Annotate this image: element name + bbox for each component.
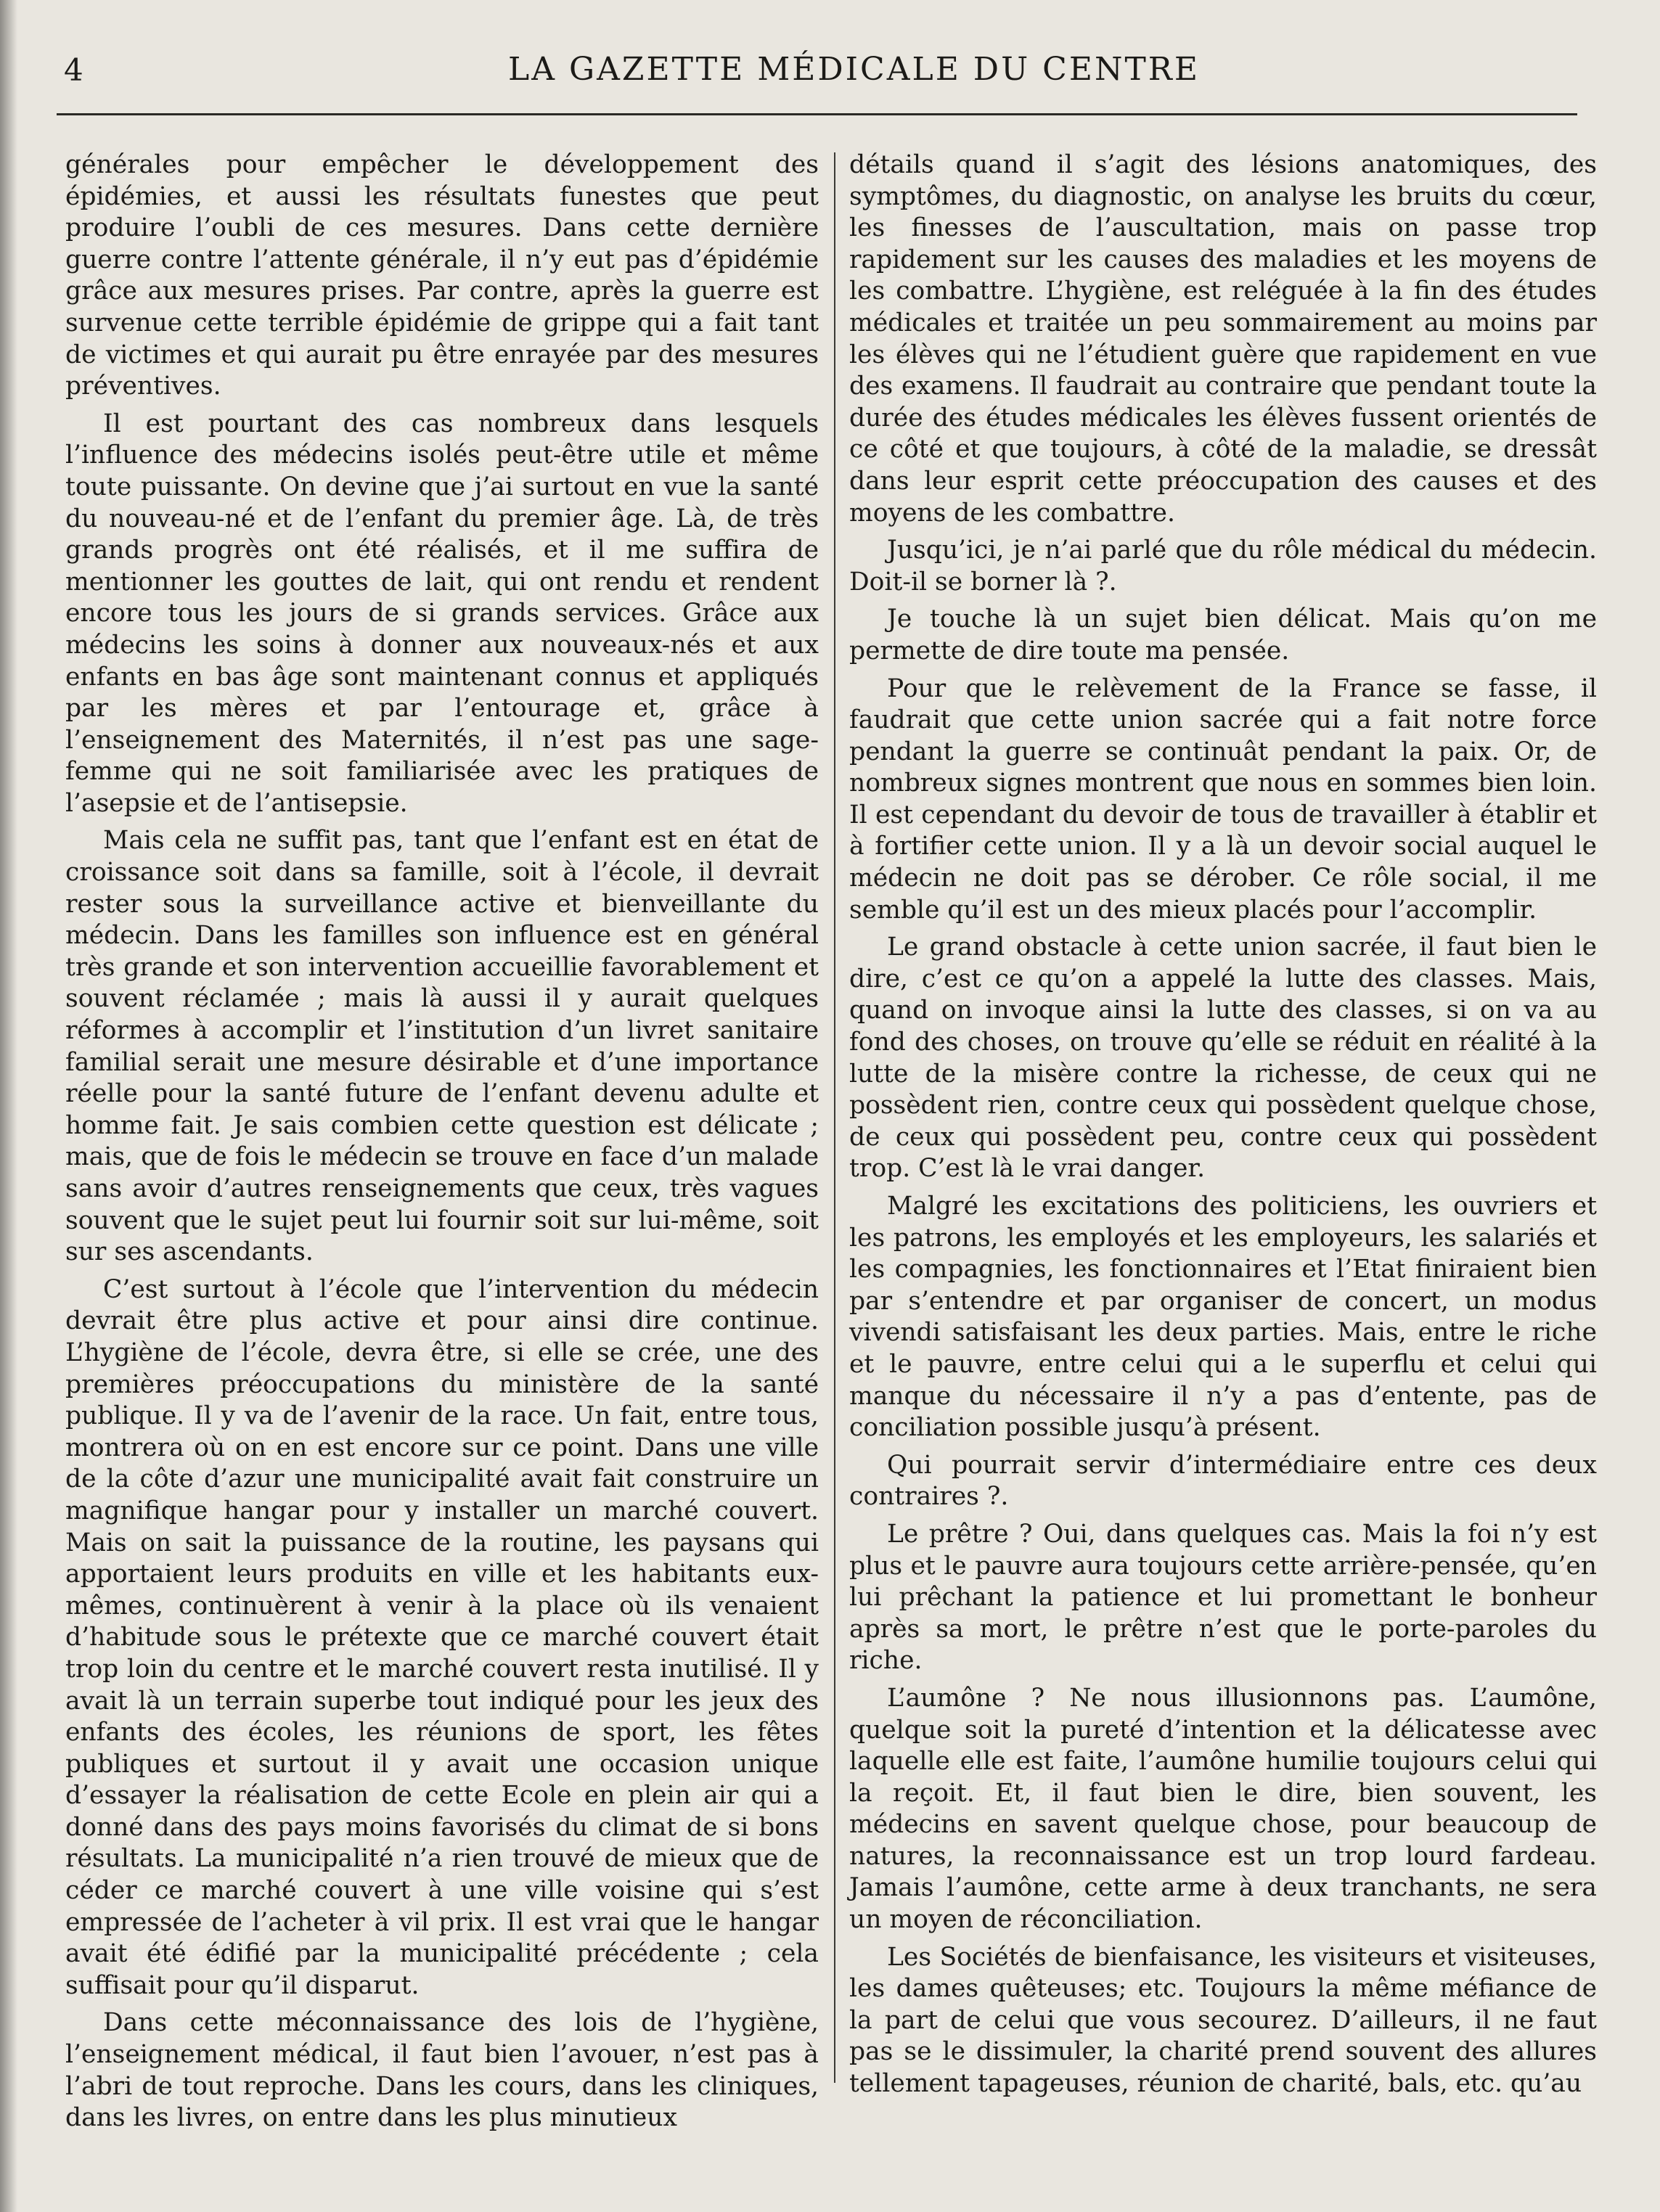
paragraph: Mais cela ne suffit pas, tant que l’enfant est en état de croissance soit dans sa famille, soit à l’école, il devrait rester sous la surveillance active et bienveillante du médecin. Dans les familles son influence est en général très grande et son intervention accueillie favorablement et souvent réclamée ; mais là aussi il y aurait quelques réformes à accomplir et l’institution d’un livret sanitaire familial serait une mesure désirable et d’une importance réelle pour la santé future de l’enfant devenu adulte et homme fait. Je sais combien cette question est délicate ; mais, que de fois le médecin se trouve en face d’un malade sans avoir d’autres renseignements que ceux, très vagues souvent que le sujet peut lui fournir soit sur lui-même, soit sur ses ascendants.: [65, 826, 819, 1267]
header-rule: [57, 113, 1577, 115]
paragraph: Le grand obstacle à cette union sacrée, il faut bien le dire, c’est ce qu’on a appelé la lutte des classes. Mais, quand on invoque ainsi la lutte des classes, si on va au fond des choses, on trouve qu’elle se réduit en réalité à la lutte de la misère contre la richesse, de ceux qui ne possèdent rien, contre ceux qui possèdent quelque chose, de ceux qui possèdent peu, contre ceux qui possèdent trop. C’est là le vrai danger.: [849, 933, 1597, 1184]
paragraph: Il est pourtant des cas nombreux dans lesquels l’influence des médecins isolés peut-être utile et même toute puissante. On devine que j’ai surtout en vue la santé du nouveau-né et de l’enfant du premier âge. Là, de très grands progrès ont été réalisés, et il me suffira de mentionner les gouttes de lait, qui ont rendu et rendent encore tous les jours de si grands services. Grâce aux médecins les soins à donner aux nouveaux-nés et aux enfants en bas âge sont maintenant connus et appliqués par les mères et par l’entourage et, grâce à l’enseignement des Maternités, il n’est pas une sage-femme qui ne soit familiarisée avec les pratiques de l’asepsie et de l’antisepsie.: [65, 409, 819, 818]
journal-title: LA GAZETTE MÉDICALE DU CENTRE: [508, 51, 1201, 88]
left-column: [65, 149, 819, 2140]
paragraph: Dans cette méconnaissance des lois de l’hygiène, l’enseignement médical, il faut bien l’avouer, n’est pas à l’abri de tout reproche. Dans les cours, dans les cliniques, dans les livres, on entre dans les plus minutieux: [65, 2008, 819, 2133]
page-number: 4: [64, 52, 84, 88]
paragraph: L’aumône ? Ne nous illusionnons pas. L’aumône, quelque soit la pureté d’intention et la délicatesse avec laquelle elle est faite, l’aumône humilie toujours celui qui la reçoit. Et, il faut bien le dire, bien souvent, les médecins en savent quelque chose, pour beaucoup de natures, la reconnaissance est un trop lourd fardeau. Jamais l’aumône, cette arme à deux tranchants, ne sera un moyen de réconciliation.: [849, 1683, 1597, 1935]
paragraph: détails quand il s’agit des lésions anatomiques, des symptômes, du diagnostic, on analyse les bruits du cœur, les finesses de l’auscultation, mais on passe trop rapidement sur les causes des maladies et les moyens de les combattre. L’hygiène, est reléguée à la fin des études médicales et traitée un peu sommairement au moins par les élèves qui ne l’étudient guère que rapidement en vue des examens. Il faudrait au contraire que pendant toute la durée des études médicales les élèves fussent orientés de ce côté et que toujours, à côté de la maladie, se dressât dans leur esprit cette préoccupation des causes et des moyens de les combattre.: [849, 150, 1597, 528]
paragraph: Qui pourrait servir d’intermédiaire entre ces deux contraires ?.: [849, 1450, 1597, 1512]
scan-edge-shadow: [0, 0, 17, 2212]
right-column: [849, 149, 1597, 2106]
page-header: [0, 45, 1660, 96]
paragraph: C’est surtout à l’école que l’intervention du médecin devrait être plus active et pour ainsi dire continue. L’hygiène de l’école, devra être, si elle se crée, une des premières préoccupations du ministère de la santé publique. Il y va de l’avenir de la race. Un fait, entre tous, montrera où on en est encore sur ce point. Dans une ville de la côte d’azur une municipalité avait fait construire un magnifique hangar pour y installer un marché couvert. Mais on sait la puissance de la routine, les paysans qui apportaient leurs produits en ville et les habitants eux-mêmes, continuèrent à venir à la place où ils venaient d’habitude sous le prétexte que ce marché couvert était trop loin du centre et le marché couvert resta inutilisé. Il y avait là un terrain superbe tout indiqué pour les jeux des enfants des écoles, les réunions de sport, les fêtes publiques et surtout il y avait une occasion unique d’essayer la réalisation de cette Ecole en plein air qui a donné dans des pays moins favorisés du climat de si bons résultats. La municipalité n’a rien trouvé de mieux que de céder ce marché couvert à une ville voisine qui s’est empressée de l’acheter à vil prix. Il est vrai que le hangar avait été édifié par la municipalité précédente ; cela suffisait pour qu’il disparut.: [65, 1274, 819, 2000]
paragraph: Le prêtre ? Oui, dans quelques cas. Mais la foi n’y est plus et le pauvre aura toujours cette arrière-pensée, qu’en lui prêchant la patience et lui promettant le bonheur après sa mort, le prêtre n’est que le porte-paroles du riche.: [849, 1519, 1597, 1676]
paragraph: Jusqu’ici, je n’ai parlé que du rôle médical du médecin. Doit-il se borner là ?.: [849, 536, 1597, 597]
paragraph: générales pour empêcher le développement des épidémies, et aussi les résultats funestes que peut produire l’oubli de ces mesures. Dans cette dernière guerre contre l’attente générale, il n’y eut pas d’épidémie grâce aux mesures prises. Par contre, après la guerre est survenue cette terrible épidémie de grippe qui a fait tant de victimes et qui aurait pu être enrayée par des mesures préventives.: [65, 150, 819, 401]
paragraph: Pour que le relèvement de la France se fasse, il faudrait que cette union sacrée qui a fait notre force pendant la guerre se continuât pendant la paix. Or, de nombreux signes montrent que nous en sommes bien loin. Il est cependant du devoir de tous de travailler à établir et à fortifier cette union. Il y a là un devoir social auquel le médecin ne doit pas se dérober. Ce rôle social, il me semble qu’il est un des mieux placés pour l’accomplir.: [849, 673, 1597, 925]
column-divider: [834, 152, 835, 2083]
paragraph: Les Sociétés de bienfaisance, les visiteurs et visiteuses, les dames quêteuses; etc. Toujours la même méfiance de la part de celui que vous secourez. D’ailleurs, il ne faut pas se le dissimuler, la charité prend souvent des allures tellement tapageuses, réunion de charité, bals, etc. qu’au: [849, 1942, 1597, 2099]
paragraph: Malgré les excitations des politiciens, les ouvriers et les patrons, les employés et les employeurs, les salariés et les compagnies, les fonctionnaires et l’Etat finiraient bien par s’entendre et par organiser de concert, un modus vivendi satisfaisant les deux parties. Mais, entre le riche et le pauvre, entre celui qui a le superflu et celui qui manque du nécessaire il n’y a pas d’entente, pas de conciliation possible jusqu’à présent.: [849, 1192, 1597, 1443]
paragraph: Je touche là un sujet bien délicat. Mais qu’on me permette de dire toute ma pensée.: [849, 605, 1597, 665]
